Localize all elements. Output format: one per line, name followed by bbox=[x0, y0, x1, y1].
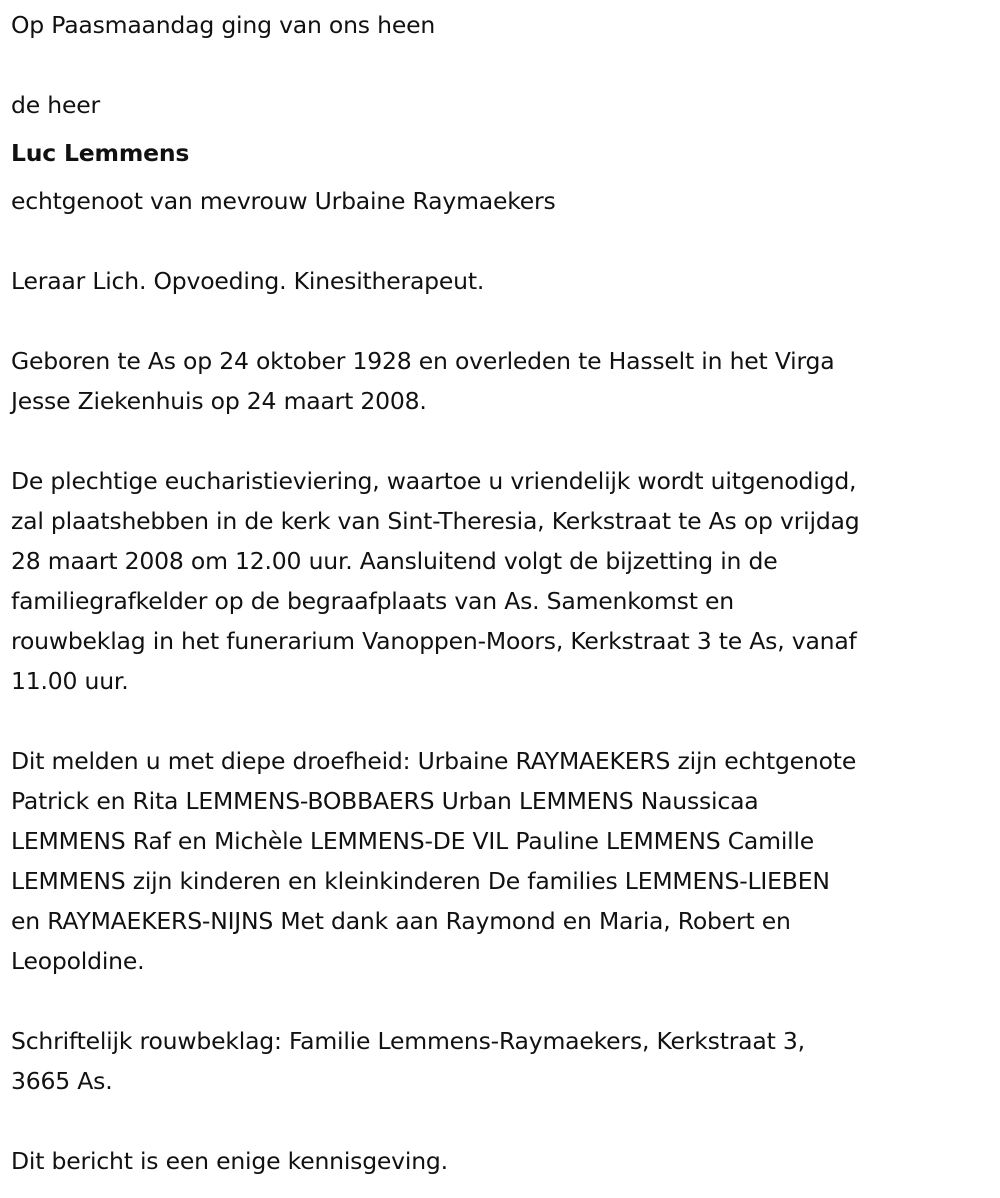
paragraph-line: Schriftelijk rouwbeklag: Familie Lemmens-Raymaekers, Kerkstraat 3, bbox=[11, 1027, 805, 1055]
deceased-name: Luc Lemmens bbox=[11, 139, 190, 167]
paragraph-line: De plechtige eucharistieviering, waartoe u vriendelijk wordt uitgenodigd, bbox=[11, 467, 857, 495]
closing-line: Dit bericht is een enige kennisgeving. bbox=[11, 1147, 448, 1175]
spouse-line: echtgenoot van mevrouw Urbaine Raymaekers bbox=[11, 187, 556, 215]
intro-line: Op Paasmaandag ging van ons heen bbox=[11, 11, 436, 39]
profession: Leraar Lich. Opvoeding. Kinesitherapeut. bbox=[11, 267, 485, 295]
paragraph-line: rouwbeklag in het funerarium Vanoppen-Moors, Kerkstraat 3 te As, vanaf bbox=[11, 627, 857, 655]
paragraph-line: LEMMENS Raf en Michèle LEMMENS-DE VIL Pauline LEMMENS Camille bbox=[11, 827, 815, 855]
paragraph-line: familiegrafkelder op de begraafplaats van As. Samenkomst en bbox=[11, 587, 734, 615]
paragraph-line: zal plaatshebben in de kerk van Sint-Theresia, Kerkstraat te As op vrijdag bbox=[11, 507, 860, 535]
paragraph-line: Leopoldine. bbox=[11, 947, 145, 975]
honorific: de heer bbox=[11, 91, 100, 119]
paragraph-line: 3665 As. bbox=[11, 1067, 113, 1095]
paragraph-line: Jesse Ziekenhuis op 24 maart 2008. bbox=[11, 387, 427, 415]
paragraph-line: 28 maart 2008 om 12.00 uur. Aansluitend volgt de bijzetting in de bbox=[11, 547, 778, 575]
paragraph-line: Dit melden u met diepe droefheid: Urbaine RAYMAEKERS zijn echtgenote bbox=[11, 747, 857, 775]
paragraph-line: en RAYMAEKERS-NIJNS Met dank aan Raymond en Maria, Robert en bbox=[11, 907, 791, 935]
paragraph-line: Patrick en Rita LEMMENS-BOBBAERS Urban LEMMENS Naussicaa bbox=[11, 787, 759, 815]
paragraph-line: LEMMENS zijn kinderen en kleinkinderen De families LEMMENS-LIEBEN bbox=[11, 867, 830, 895]
paragraph-line: Geboren te As op 24 oktober 1928 en overleden te Hasselt in het Virga bbox=[11, 347, 835, 375]
paragraph-line: 11.00 uur. bbox=[11, 667, 129, 695]
